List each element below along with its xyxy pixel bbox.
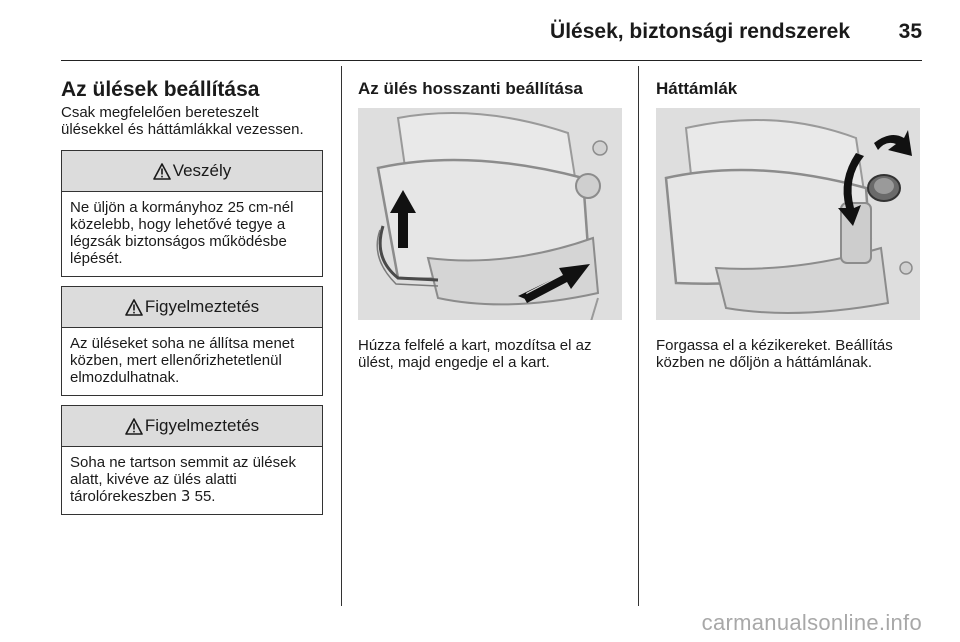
warning-icon: [125, 299, 143, 316]
caution-box-1-header: [62, 287, 322, 328]
danger-box-header: [62, 151, 322, 192]
seat-lever-illustration: [358, 108, 622, 320]
caution-box-2-text: [62, 447, 322, 514]
column-divider-2: [638, 66, 639, 606]
section-title-backrests: Háttámlák: [656, 79, 738, 98]
caution-box-2-heading: Figyelmeztetés: [144, 416, 260, 435]
warning-icon: [125, 418, 143, 435]
column-longitudinal-adjustment: [358, 78, 622, 371]
backrest-handwheel-illustration: [656, 108, 920, 320]
column-backrests: [656, 78, 920, 371]
caution-box-1: [61, 286, 323, 396]
page-reference-link[interactable]: 55.: [194, 488, 216, 505]
danger-box-text: Ne üljön a kormányhoz 25 cm-nél közelebb, hogy lehetővé tegye a légzsák biztonságos működésbe lépését.: [70, 199, 294, 267]
caution-box-2: [61, 405, 323, 515]
page-reference-icon: 3: [180, 487, 191, 505]
caution-box-2-header: [62, 406, 322, 447]
caution-box-2-body: Soha ne tartson semmit az ülések alatt, kivéve az ülés alatti tárolórekeszben: [70, 454, 296, 505]
intro-text: Csak megfelelően bereteszelt ülésekkel és háttámlákkal vezessen.: [61, 104, 304, 138]
page-header: [61, 0, 922, 61]
header-title: Ülések, biztonsági rendszerek: [550, 20, 850, 43]
backrests-caption: Forgassa el a kézikereket. Beállítás közben ne dőljön a háttámlának.: [656, 337, 893, 371]
column-seat-adjustment: [61, 78, 323, 505]
longitudinal-caption: Húzza felfelé a kart, mozdítsa el az ülést, majd engedje el a kart.: [358, 337, 592, 371]
danger-box-heading: Veszély: [172, 161, 232, 180]
caution-box-1-text: Az üléseket soha ne állítsa menet közben, mert ellenőrizhetetlenül elmozdulhatnak.: [70, 335, 295, 386]
caution-box-1-heading: Figyelmeztetés: [144, 297, 260, 316]
danger-box: [61, 150, 323, 277]
section-title-seat-adjustment: Az ülések beállítása: [61, 78, 260, 101]
warning-icon: [153, 163, 171, 180]
page-number: 35: [898, 20, 922, 43]
section-title-longitudinal: Az ülés hosszanti beállítása: [358, 79, 583, 98]
watermark: carmanualsonline.info: [701, 610, 922, 635]
column-divider-1: [341, 66, 342, 606]
